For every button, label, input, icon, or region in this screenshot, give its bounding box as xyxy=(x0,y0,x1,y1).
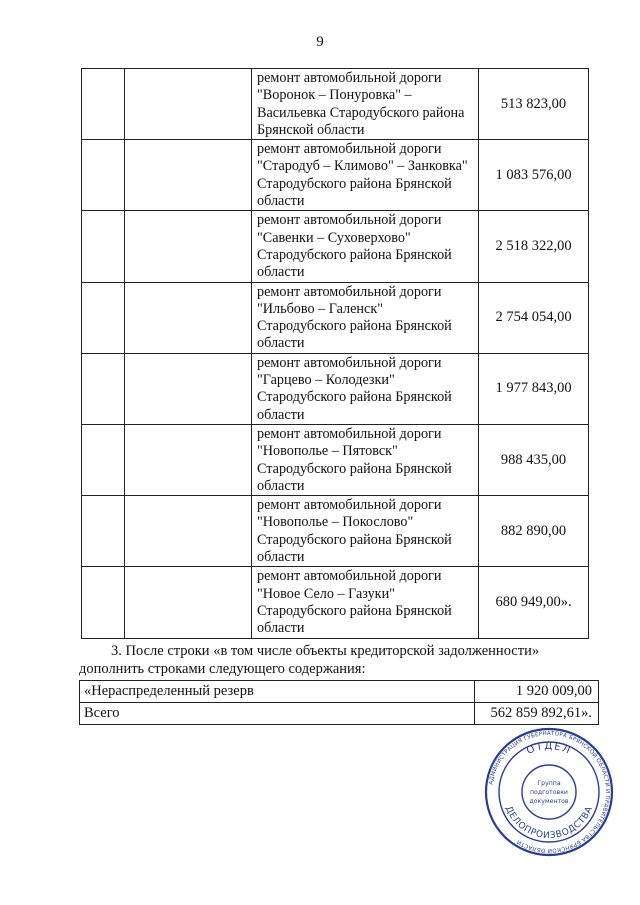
empty-cell xyxy=(125,140,252,211)
stamp-bottom-text: ДЕЛОПРОИЗВОДСТВА xyxy=(502,804,596,842)
empty-cell xyxy=(82,69,125,140)
empty-cell xyxy=(125,353,252,424)
objects-table xyxy=(81,68,589,639)
stamp-outer-text: АДМИНИСТРАЦИЯ ГУБЕРНАТОРА БРЯНСКОЙ ОБЛАСТИ И ПРАВИТЕЛЬСТВА БРЯНСКОЙ ОБЛАСТИ xyxy=(488,730,611,854)
road-description: ремонт автомобильной дороги "Стародуб – Климово" – Занковка" Стародубского района Брянской области xyxy=(252,140,479,211)
empty-cell xyxy=(82,424,125,495)
road-amount: 2 518 322,00 xyxy=(479,211,589,282)
road-description: ремонт автомобильной дороги "Новополье – Пятовск" Стародубского района Брянской области xyxy=(252,424,479,495)
empty-cell xyxy=(82,282,125,353)
table-row xyxy=(82,211,589,282)
empty-cell xyxy=(125,496,252,567)
table-row xyxy=(82,282,589,353)
row-label: «Нераспределенный резерв xyxy=(80,681,475,703)
row-amount: 562 859 892,61». xyxy=(475,703,599,725)
row-amount: 1 920 009,00 xyxy=(475,681,599,703)
official-stamp xyxy=(484,727,614,857)
road-description: ремонт автомобильной дороги "Ильбово – Галенск" Стародубского района Брянской области xyxy=(252,282,479,353)
road-description: ремонт автомобильной дороги "Новое Село – Газуки" Стародубского района Брянской области xyxy=(252,567,479,638)
road-amount: 1 977 843,00 xyxy=(479,353,589,424)
empty-cell xyxy=(82,353,125,424)
empty-cell xyxy=(125,69,252,140)
empty-cell xyxy=(125,567,252,638)
stamp-top-text: ОТДЕЛ xyxy=(525,740,573,757)
table-row xyxy=(80,703,599,725)
table-row xyxy=(82,567,589,638)
road-amount: 988 435,00 xyxy=(479,424,589,495)
row-label: Всего xyxy=(80,703,475,725)
empty-cell xyxy=(125,424,252,495)
road-amount: 882 890,00 xyxy=(479,496,589,567)
road-description: ремонт автомобильной дороги "Савенки – Суховерхово" Стародубского района Брянской области xyxy=(252,211,479,282)
road-amount: 513 823,00 xyxy=(479,69,589,140)
empty-cell xyxy=(125,211,252,282)
paragraph-instruction: 3. После строки «в том числе объекты кредиторской задолженности» xyxy=(111,643,540,659)
road-amount: 2 754 054,00 xyxy=(479,282,589,353)
empty-cell xyxy=(82,140,125,211)
road-amount: 680 949,00». xyxy=(479,567,589,638)
empty-cell xyxy=(82,567,125,638)
table-row xyxy=(82,140,589,211)
empty-cell xyxy=(82,496,125,567)
table-row xyxy=(82,353,589,424)
table-row xyxy=(82,424,589,495)
paragraph-continuation: дополнить строками следующего содержания: xyxy=(79,661,366,677)
table-row xyxy=(82,69,589,140)
stamp-center-line2: подготовки xyxy=(530,789,568,796)
page-number: 9 xyxy=(316,34,324,50)
svg-text:ОТДЕЛ xyxy=(525,741,573,757)
empty-cell xyxy=(125,282,252,353)
stamp-center-line3: документов xyxy=(529,798,569,805)
table-row xyxy=(80,681,599,703)
road-amount: 1 083 576,00 xyxy=(479,140,589,211)
svg-text:ДЕЛОПРОИЗВОДСТВА xyxy=(503,805,595,842)
added-rows-table xyxy=(79,680,599,725)
road-description: ремонт автомобильной дороги "Новополье – Покослово" Стародубского района Брянской области xyxy=(252,496,479,567)
empty-cell xyxy=(82,211,125,282)
road-description: ремонт автомобильной дороги "Гарцево – Колодезки" Стародубского района Брянской области xyxy=(252,353,479,424)
table-row xyxy=(82,496,589,567)
road-description: ремонт автомобильной дороги "Воронок – Понуровка" – Васильевка Стародубского района Брянской области xyxy=(252,69,479,140)
stamp-center-line1: Группа xyxy=(537,780,561,787)
